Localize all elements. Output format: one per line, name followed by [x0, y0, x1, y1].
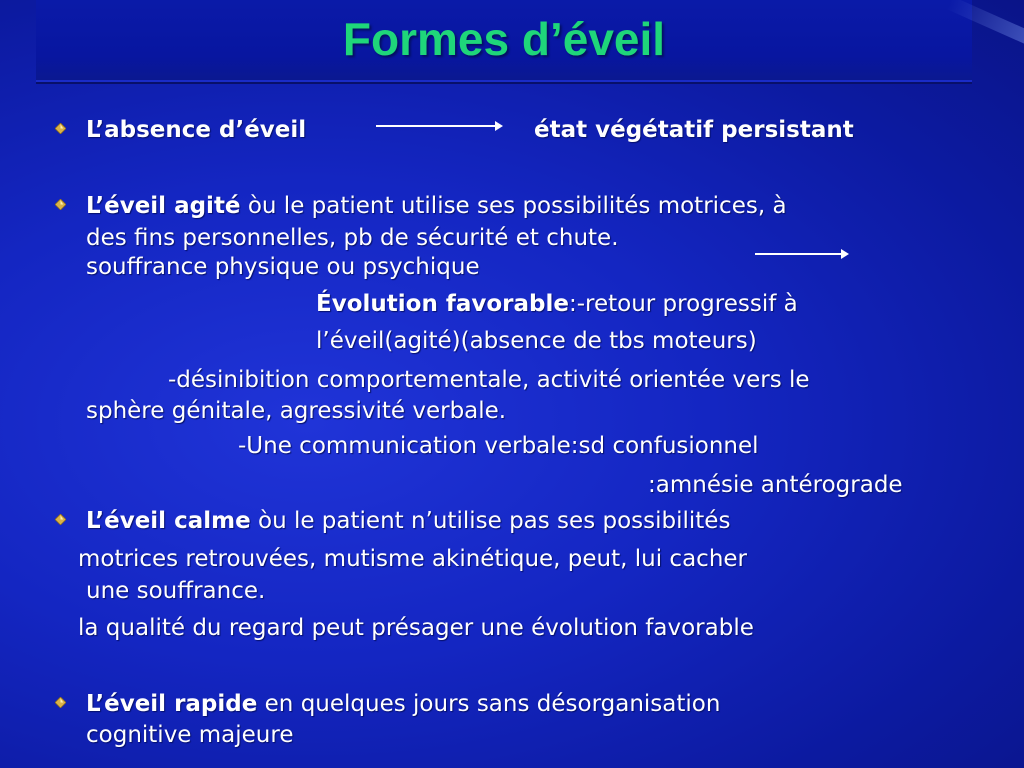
- agite-line-6: -désinibition comportementale, activité orientée vers le: [168, 367, 810, 393]
- slide-title: Formes d’éveil: [342, 13, 666, 65]
- agite-line-3: souffrance physique ou psychique: [86, 254, 480, 280]
- agite-line-5: l’éveil(agité)(absence de tbs moteurs): [316, 328, 757, 354]
- calme-line-1: [86, 507, 730, 535]
- agite-line-1: [86, 192, 787, 220]
- agite-text: òu le patient utilise ses possibilités motrices, à: [240, 193, 787, 219]
- agite-evolution-line: [316, 290, 798, 318]
- diamond-bullet-icon: [55, 199, 66, 210]
- calme-line-2: motrices retrouvées, mutisme akinétique, peut, lui cacher: [78, 546, 747, 572]
- rapide-line-2: cognitive majeure: [86, 722, 294, 748]
- absence-label: L’absence d’éveil: [86, 117, 307, 143]
- calme-line-4: la qualité du regard peut présager une évolution favorable: [78, 615, 754, 641]
- rapide-label: L’éveil rapide: [86, 691, 258, 717]
- arrow-icon: [376, 125, 501, 127]
- calme-line-3: une souffrance.: [86, 578, 266, 604]
- evolution-label: Évolution favorable: [316, 291, 569, 317]
- agite-line-8: -Une communication verbale:sd confusionnel: [238, 433, 759, 459]
- evolution-text: :-retour progressif à: [568, 291, 798, 317]
- agite-line-9: :amnésie antérograde: [648, 472, 903, 498]
- agite-line-2: des fins personnelles, pb de sécurité et chute.: [86, 225, 619, 251]
- agite-label: L’éveil agité: [86, 193, 241, 219]
- calme-label: L’éveil calme: [86, 508, 251, 534]
- diamond-bullet-icon: [55, 697, 66, 708]
- calme-text: òu le patient n’utilise pas ses possibilités: [250, 508, 731, 534]
- rapide-text: en quelques jours sans désorganisation: [257, 691, 721, 717]
- absence-result: état végétatif persistant: [534, 117, 854, 143]
- agite-line-7: sphère génitale, agressivité verbale.: [86, 398, 507, 424]
- diamond-bullet-icon: [55, 514, 66, 525]
- arrow-icon: [755, 253, 847, 255]
- rapide-line-1: [86, 690, 720, 718]
- diamond-bullet-icon: [55, 123, 66, 134]
